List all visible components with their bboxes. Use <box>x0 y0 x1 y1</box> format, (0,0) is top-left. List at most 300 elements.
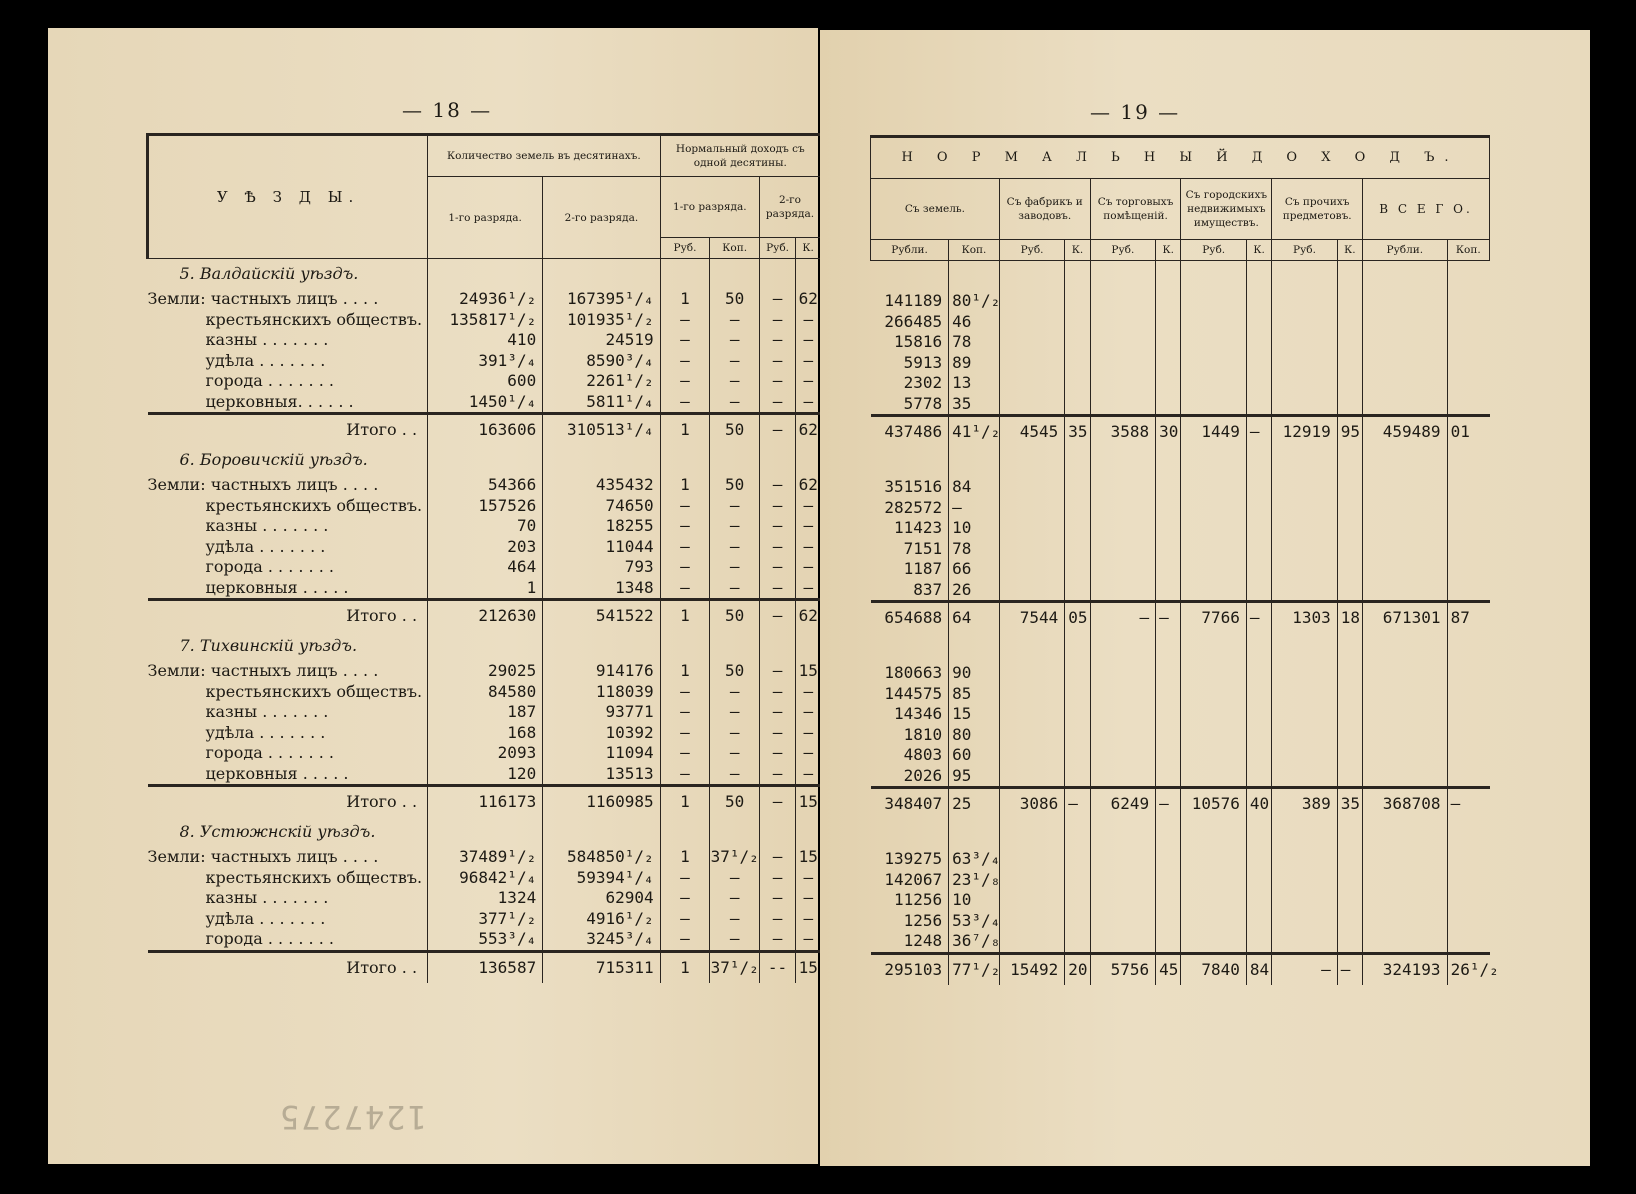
table-row <box>871 539 1490 560</box>
inc2-rub: — <box>759 289 795 310</box>
inc1-rub: — <box>660 330 710 351</box>
empty-cell <box>428 817 543 847</box>
row-label: удѣла . . . . . . . <box>205 908 326 928</box>
table-row <box>871 312 1490 333</box>
total-land-rub: 348407 <box>871 788 949 820</box>
empty-cell <box>1181 353 1246 374</box>
cat1-value: 600 <box>428 371 543 392</box>
empty-cell <box>1246 849 1271 870</box>
table-row <box>871 766 1490 788</box>
inc2-rub: — <box>759 557 795 578</box>
inc1-kop: — <box>710 516 760 537</box>
empty-cell <box>1337 931 1362 953</box>
total-urban-rub: 10576 <box>1181 788 1246 820</box>
empty-cell <box>1090 745 1155 766</box>
cat2-value: 167395¹/₄ <box>543 289 660 310</box>
inc2-kop: — <box>796 702 821 723</box>
total-row <box>871 953 1490 985</box>
row-label: удѣла . . . . . . . <box>205 536 326 556</box>
empty-cell <box>1181 498 1246 519</box>
table-row <box>871 911 1490 932</box>
inc2-rub: — <box>759 371 795 392</box>
empty-cell <box>1246 353 1271 374</box>
empty-cell <box>1272 870 1337 891</box>
empty-cell <box>1363 394 1447 416</box>
empty-cell <box>710 259 760 290</box>
empty-cell <box>949 633 1000 663</box>
total-factories-rub: 7544 <box>999 602 1064 634</box>
empty-cell <box>1090 353 1155 374</box>
empty-cell <box>1156 725 1181 746</box>
row-label: Земли: частныхъ лицъ . . . . <box>147 661 379 681</box>
land-kop: 85 <box>949 684 1000 705</box>
empty-cell <box>999 498 1064 519</box>
empty-cell <box>1181 745 1246 766</box>
district-title-row <box>148 445 821 475</box>
empty-cell <box>871 261 949 292</box>
header-oth-k: К. <box>1337 240 1362 261</box>
inc2-kop: — <box>796 392 821 414</box>
total-other-rub: — <box>1272 953 1337 985</box>
empty-cell <box>1181 539 1246 560</box>
land-rub: 141189 <box>884 291 943 311</box>
land-kop: 26 <box>949 580 1000 602</box>
empty-cell <box>1447 725 1489 746</box>
table-row <box>871 890 1490 911</box>
table-row <box>871 684 1490 705</box>
empty-cell <box>1272 633 1337 663</box>
empty-cell <box>1337 849 1362 870</box>
empty-cell <box>1065 518 1090 539</box>
empty-cell <box>1447 890 1489 911</box>
empty-cell <box>1090 890 1155 911</box>
inc2-kop: 62 <box>796 475 821 496</box>
cat2-value: 11044 <box>543 537 660 558</box>
total-inc2-rub: -- <box>759 951 795 983</box>
table-row <box>871 931 1490 953</box>
district-title: 5. Валдайскій уѣздъ. <box>179 264 359 283</box>
inc2-rub: — <box>759 888 795 909</box>
empty-cell <box>1090 373 1155 394</box>
table-row <box>148 557 821 578</box>
header-uezdy: У Ѣ З Д Ы. <box>148 135 428 259</box>
empty-cell <box>999 447 1064 477</box>
total-all-rub: 459489 <box>1363 416 1447 448</box>
inc1-kop: — <box>710 909 760 930</box>
empty-cell <box>1065 498 1090 519</box>
cat2-value: 1348 <box>543 578 660 600</box>
inc2-rub: — <box>759 929 795 951</box>
row-label: церковныя. . . . . . <box>205 391 354 411</box>
inc2-kop: — <box>796 743 821 764</box>
total-inc1-rub: 1 <box>660 786 710 818</box>
empty-cell <box>1363 373 1447 394</box>
inc1-kop: — <box>710 743 760 764</box>
empty-cell <box>1065 663 1090 684</box>
total-other-rub: 389 <box>1272 788 1337 820</box>
empty-cell <box>1363 291 1447 312</box>
page-number-right: — 19 — <box>1090 100 1181 124</box>
empty-cell <box>428 259 543 290</box>
empty-cell <box>1363 332 1447 353</box>
cat2-value: 914176 <box>543 661 660 682</box>
empty-cell <box>1181 819 1246 849</box>
empty-cell <box>759 445 795 475</box>
empty-cell <box>1090 704 1155 725</box>
empty-cell <box>1246 498 1271 519</box>
empty-cell <box>1272 353 1337 374</box>
empty-cell <box>1337 870 1362 891</box>
empty-cell <box>999 559 1064 580</box>
empty-cell <box>1337 819 1362 849</box>
land-kop: 80¹/₂ <box>949 291 1000 312</box>
inc2-rub: — <box>759 351 795 372</box>
table-row <box>871 373 1490 394</box>
empty-cell <box>543 445 660 475</box>
row-label: казны . . . . . . . <box>205 888 329 908</box>
cat2-value: 3245³/₄ <box>543 929 660 951</box>
empty-cell <box>1065 766 1090 788</box>
empty-cell <box>1337 890 1362 911</box>
empty-cell <box>999 819 1064 849</box>
empty-cell <box>1246 704 1271 725</box>
inc2-rub: — <box>759 702 795 723</box>
spacer-row <box>871 633 1490 663</box>
empty-cell <box>1272 890 1337 911</box>
header-inc1: 1-го разряда. <box>660 177 759 238</box>
empty-cell <box>1181 911 1246 932</box>
empty-cell <box>1363 261 1447 292</box>
empty-cell <box>1181 870 1246 891</box>
inc2-rub: — <box>759 330 795 351</box>
land-kop: 10 <box>949 518 1000 539</box>
empty-cell <box>1181 447 1246 477</box>
empty-cell <box>1181 766 1246 788</box>
empty-cell <box>999 911 1064 932</box>
empty-cell <box>1246 312 1271 333</box>
total-factories-rub: 15492 <box>999 953 1064 985</box>
empty-cell <box>660 817 710 847</box>
total-all-kop: 87 <box>1447 602 1489 634</box>
row-label: города . . . . . . . <box>205 371 334 391</box>
total-urban-rub: 1449 <box>1181 416 1246 448</box>
inc2-rub: — <box>759 909 795 930</box>
land-kop: 60 <box>949 745 1000 766</box>
empty-cell <box>1363 312 1447 333</box>
row-label: церковныя . . . . . <box>205 763 349 783</box>
land-kop: 95 <box>949 766 1000 788</box>
empty-cell <box>1065 261 1090 292</box>
table-row <box>148 682 821 703</box>
empty-cell <box>1065 291 1090 312</box>
empty-cell <box>1337 539 1362 560</box>
empty-cell <box>1363 849 1447 870</box>
land-rub: 351516 <box>884 477 943 497</box>
empty-cell <box>1447 539 1489 560</box>
inc1-rub: 1 <box>660 847 710 868</box>
inc2-kop: — <box>796 516 821 537</box>
empty-cell <box>1246 745 1271 766</box>
total-trade-rub: 3588 <box>1090 416 1155 448</box>
total-label: Итого . . <box>148 600 428 632</box>
empty-cell <box>1363 725 1447 746</box>
table-row <box>871 704 1490 725</box>
cat1-value: 2093 <box>428 743 543 764</box>
inc1-rub: — <box>660 723 710 744</box>
header-trade: Съ торговыхъ помѣщеній. <box>1090 179 1181 240</box>
cat2-value: 2261¹/₂ <box>543 371 660 392</box>
empty-cell <box>1363 633 1447 663</box>
inc1-kop: — <box>710 929 760 951</box>
empty-cell <box>1447 394 1489 416</box>
land-kop: 78 <box>949 332 1000 353</box>
total-inc1-kop: 50 <box>710 600 760 632</box>
empty-cell <box>1337 291 1362 312</box>
table-row <box>148 475 821 496</box>
empty-cell <box>1447 373 1489 394</box>
land-kop: 13 <box>949 373 1000 394</box>
cat1-value: 37489¹/₂ <box>428 847 543 868</box>
table-row <box>148 578 821 600</box>
empty-cell <box>1246 580 1271 602</box>
total-trade-kop: — <box>1156 602 1181 634</box>
total-trade-kop: 45 <box>1156 953 1181 985</box>
cat1-value: 1450¹/₄ <box>428 392 543 414</box>
row-label: казны . . . . . . . <box>205 330 329 350</box>
inc1-rub: — <box>660 351 710 372</box>
header-other: Съ прочихъ предметовъ. <box>1272 179 1363 240</box>
table-row <box>871 291 1490 312</box>
empty-cell <box>1090 725 1155 746</box>
empty-cell <box>1065 559 1090 580</box>
empty-cell <box>1447 518 1489 539</box>
empty-cell <box>1447 580 1489 602</box>
total-inc1-kop: 37¹/₂ <box>710 951 760 983</box>
cat2-value: 5811¹/₄ <box>543 392 660 414</box>
empty-cell <box>660 631 710 661</box>
land-rub: 139275 <box>884 849 943 869</box>
empty-cell <box>1065 447 1090 477</box>
total-row <box>148 786 821 818</box>
empty-cell <box>1363 911 1447 932</box>
land-kop: 35 <box>949 394 1000 416</box>
empty-cell <box>1447 849 1489 870</box>
cat1-value: 187 <box>428 702 543 723</box>
header-fac-k: К. <box>1065 240 1090 261</box>
inc2-kop: — <box>796 723 821 744</box>
empty-cell <box>1156 890 1181 911</box>
empty-cell <box>1065 870 1090 891</box>
empty-cell <box>1447 911 1489 932</box>
header-rub2: Руб. <box>759 238 795 259</box>
inc1-kop: 50 <box>710 475 760 496</box>
empty-cell <box>1272 312 1337 333</box>
empty-cell <box>796 259 821 290</box>
row-label: Земли: частныхъ лицъ . . . . <box>147 289 379 309</box>
empty-cell <box>1447 684 1489 705</box>
land-kop: 80 <box>949 725 1000 746</box>
cat1-value: 135817¹/₂ <box>428 310 543 331</box>
land-kop: 23¹/₈ <box>949 870 1000 891</box>
inc2-rub: — <box>759 723 795 744</box>
header-normal-income: Нормальный доходъ съ одной десятины. <box>660 135 820 177</box>
empty-cell <box>1337 394 1362 416</box>
total-land-kop: 64 <box>949 602 1000 634</box>
inc2-rub: — <box>759 682 795 703</box>
header-cat1: 1-го разряда. <box>428 177 543 259</box>
total-cat2: 715311 <box>543 951 660 983</box>
empty-cell <box>1246 870 1271 891</box>
inc2-kop: 62 <box>796 289 821 310</box>
empty-cell <box>1156 447 1181 477</box>
cat1-value: 168 <box>428 723 543 744</box>
page-number-left: — 18 — <box>402 98 493 122</box>
total-factories-kop: — <box>1065 788 1090 820</box>
empty-cell <box>1181 725 1246 746</box>
land-kop: — <box>949 498 1000 519</box>
table-row <box>871 353 1490 374</box>
cat1-value: 29025 <box>428 661 543 682</box>
total-cat1: 212630 <box>428 600 543 632</box>
empty-cell <box>999 931 1064 953</box>
total-other-kop: 18 <box>1337 602 1362 634</box>
empty-cell <box>1065 539 1090 560</box>
total-all-rub: 324193 <box>1363 953 1447 985</box>
empty-cell <box>1447 931 1489 953</box>
empty-cell <box>1272 291 1337 312</box>
cat1-value: 70 <box>428 516 543 537</box>
inc1-kop: — <box>710 702 760 723</box>
empty-cell <box>1065 849 1090 870</box>
land-rub: 11423 <box>893 518 943 538</box>
empty-cell <box>1272 931 1337 953</box>
inc2-rub: — <box>759 743 795 764</box>
total-cat1: 136587 <box>428 951 543 983</box>
empty-cell <box>660 445 710 475</box>
empty-cell <box>1337 580 1362 602</box>
inc2-kop: — <box>796 888 821 909</box>
total-cat2: 1160985 <box>543 786 660 818</box>
empty-cell <box>1065 373 1090 394</box>
empty-cell <box>1363 518 1447 539</box>
empty-cell <box>999 725 1064 746</box>
empty-cell <box>1156 332 1181 353</box>
row-label: города . . . . . . . <box>205 929 334 949</box>
empty-cell <box>1156 498 1181 519</box>
empty-cell <box>1156 704 1181 725</box>
total-land-kop: 77¹/₂ <box>949 953 1000 985</box>
total-inc2-kop: 15 <box>796 951 821 983</box>
empty-cell <box>1090 291 1155 312</box>
empty-cell <box>1181 332 1246 353</box>
empty-cell <box>1447 766 1489 788</box>
inc2-rub: — <box>759 537 795 558</box>
land-kop: 15 <box>949 704 1000 725</box>
empty-cell <box>1181 890 1246 911</box>
inc1-kop: — <box>710 578 760 600</box>
empty-cell <box>1090 849 1155 870</box>
empty-cell <box>1447 870 1489 891</box>
empty-cell <box>1181 291 1246 312</box>
empty-cell <box>999 633 1064 663</box>
empty-cell <box>1272 498 1337 519</box>
cat2-value: 793 <box>543 557 660 578</box>
inc2-kop: — <box>796 682 821 703</box>
empty-cell <box>1156 291 1181 312</box>
cat1-value: 54366 <box>428 475 543 496</box>
table-row <box>871 870 1490 891</box>
total-factories-kop: 20 <box>1065 953 1090 985</box>
inc1-kop: — <box>710 868 760 889</box>
inc2-kop: — <box>796 764 821 786</box>
spacer-row <box>871 819 1490 849</box>
inc1-rub: — <box>660 557 710 578</box>
cat2-value: 118039 <box>543 682 660 703</box>
empty-cell <box>1065 745 1090 766</box>
empty-cell <box>1156 580 1181 602</box>
table-row <box>871 498 1490 519</box>
empty-cell <box>999 704 1064 725</box>
header-k2: К. <box>796 238 821 259</box>
empty-cell <box>660 259 710 290</box>
empty-cell <box>1337 353 1362 374</box>
inc1-rub: 1 <box>660 289 710 310</box>
district-title: 6. Боровичскій уѣздъ. <box>179 450 368 469</box>
empty-cell <box>1363 704 1447 725</box>
inc2-rub: — <box>759 868 795 889</box>
inc2-kop: 15 <box>796 847 821 868</box>
empty-cell <box>1065 704 1090 725</box>
inc1-kop: — <box>710 682 760 703</box>
table-row <box>148 702 821 723</box>
empty-cell <box>1156 312 1181 333</box>
total-land-kop: 41¹/₂ <box>949 416 1000 448</box>
inc2-kop: — <box>796 868 821 889</box>
land-rub: 1248 <box>903 931 943 951</box>
inc1-rub: — <box>660 682 710 703</box>
empty-cell <box>796 817 821 847</box>
empty-cell <box>1337 725 1362 746</box>
empty-cell <box>1272 580 1337 602</box>
empty-cell <box>999 394 1064 416</box>
table-row <box>871 663 1490 684</box>
inc2-kop: — <box>796 371 821 392</box>
empty-cell <box>1065 332 1090 353</box>
empty-cell <box>1181 261 1246 292</box>
row-label: крестьянскихъ обществъ. <box>205 309 423 329</box>
table-row <box>871 580 1490 602</box>
total-cat2: 541522 <box>543 600 660 632</box>
district-title-row <box>148 259 821 290</box>
empty-cell <box>1065 684 1090 705</box>
empty-cell <box>999 580 1064 602</box>
land-rub: 5913 <box>903 352 943 372</box>
empty-cell <box>1181 633 1246 663</box>
empty-cell <box>1090 477 1155 498</box>
inc2-kop: — <box>796 578 821 600</box>
empty-cell <box>999 373 1064 394</box>
cat2-value: 62904 <box>543 888 660 909</box>
empty-cell <box>1447 477 1489 498</box>
empty-cell <box>1447 261 1489 292</box>
inc2-kop: — <box>796 310 821 331</box>
empty-cell <box>1090 870 1155 891</box>
empty-cell <box>1090 580 1155 602</box>
total-label: Итого . . <box>148 414 428 446</box>
empty-cell <box>543 631 660 661</box>
empty-cell <box>1272 663 1337 684</box>
empty-cell <box>1363 477 1447 498</box>
